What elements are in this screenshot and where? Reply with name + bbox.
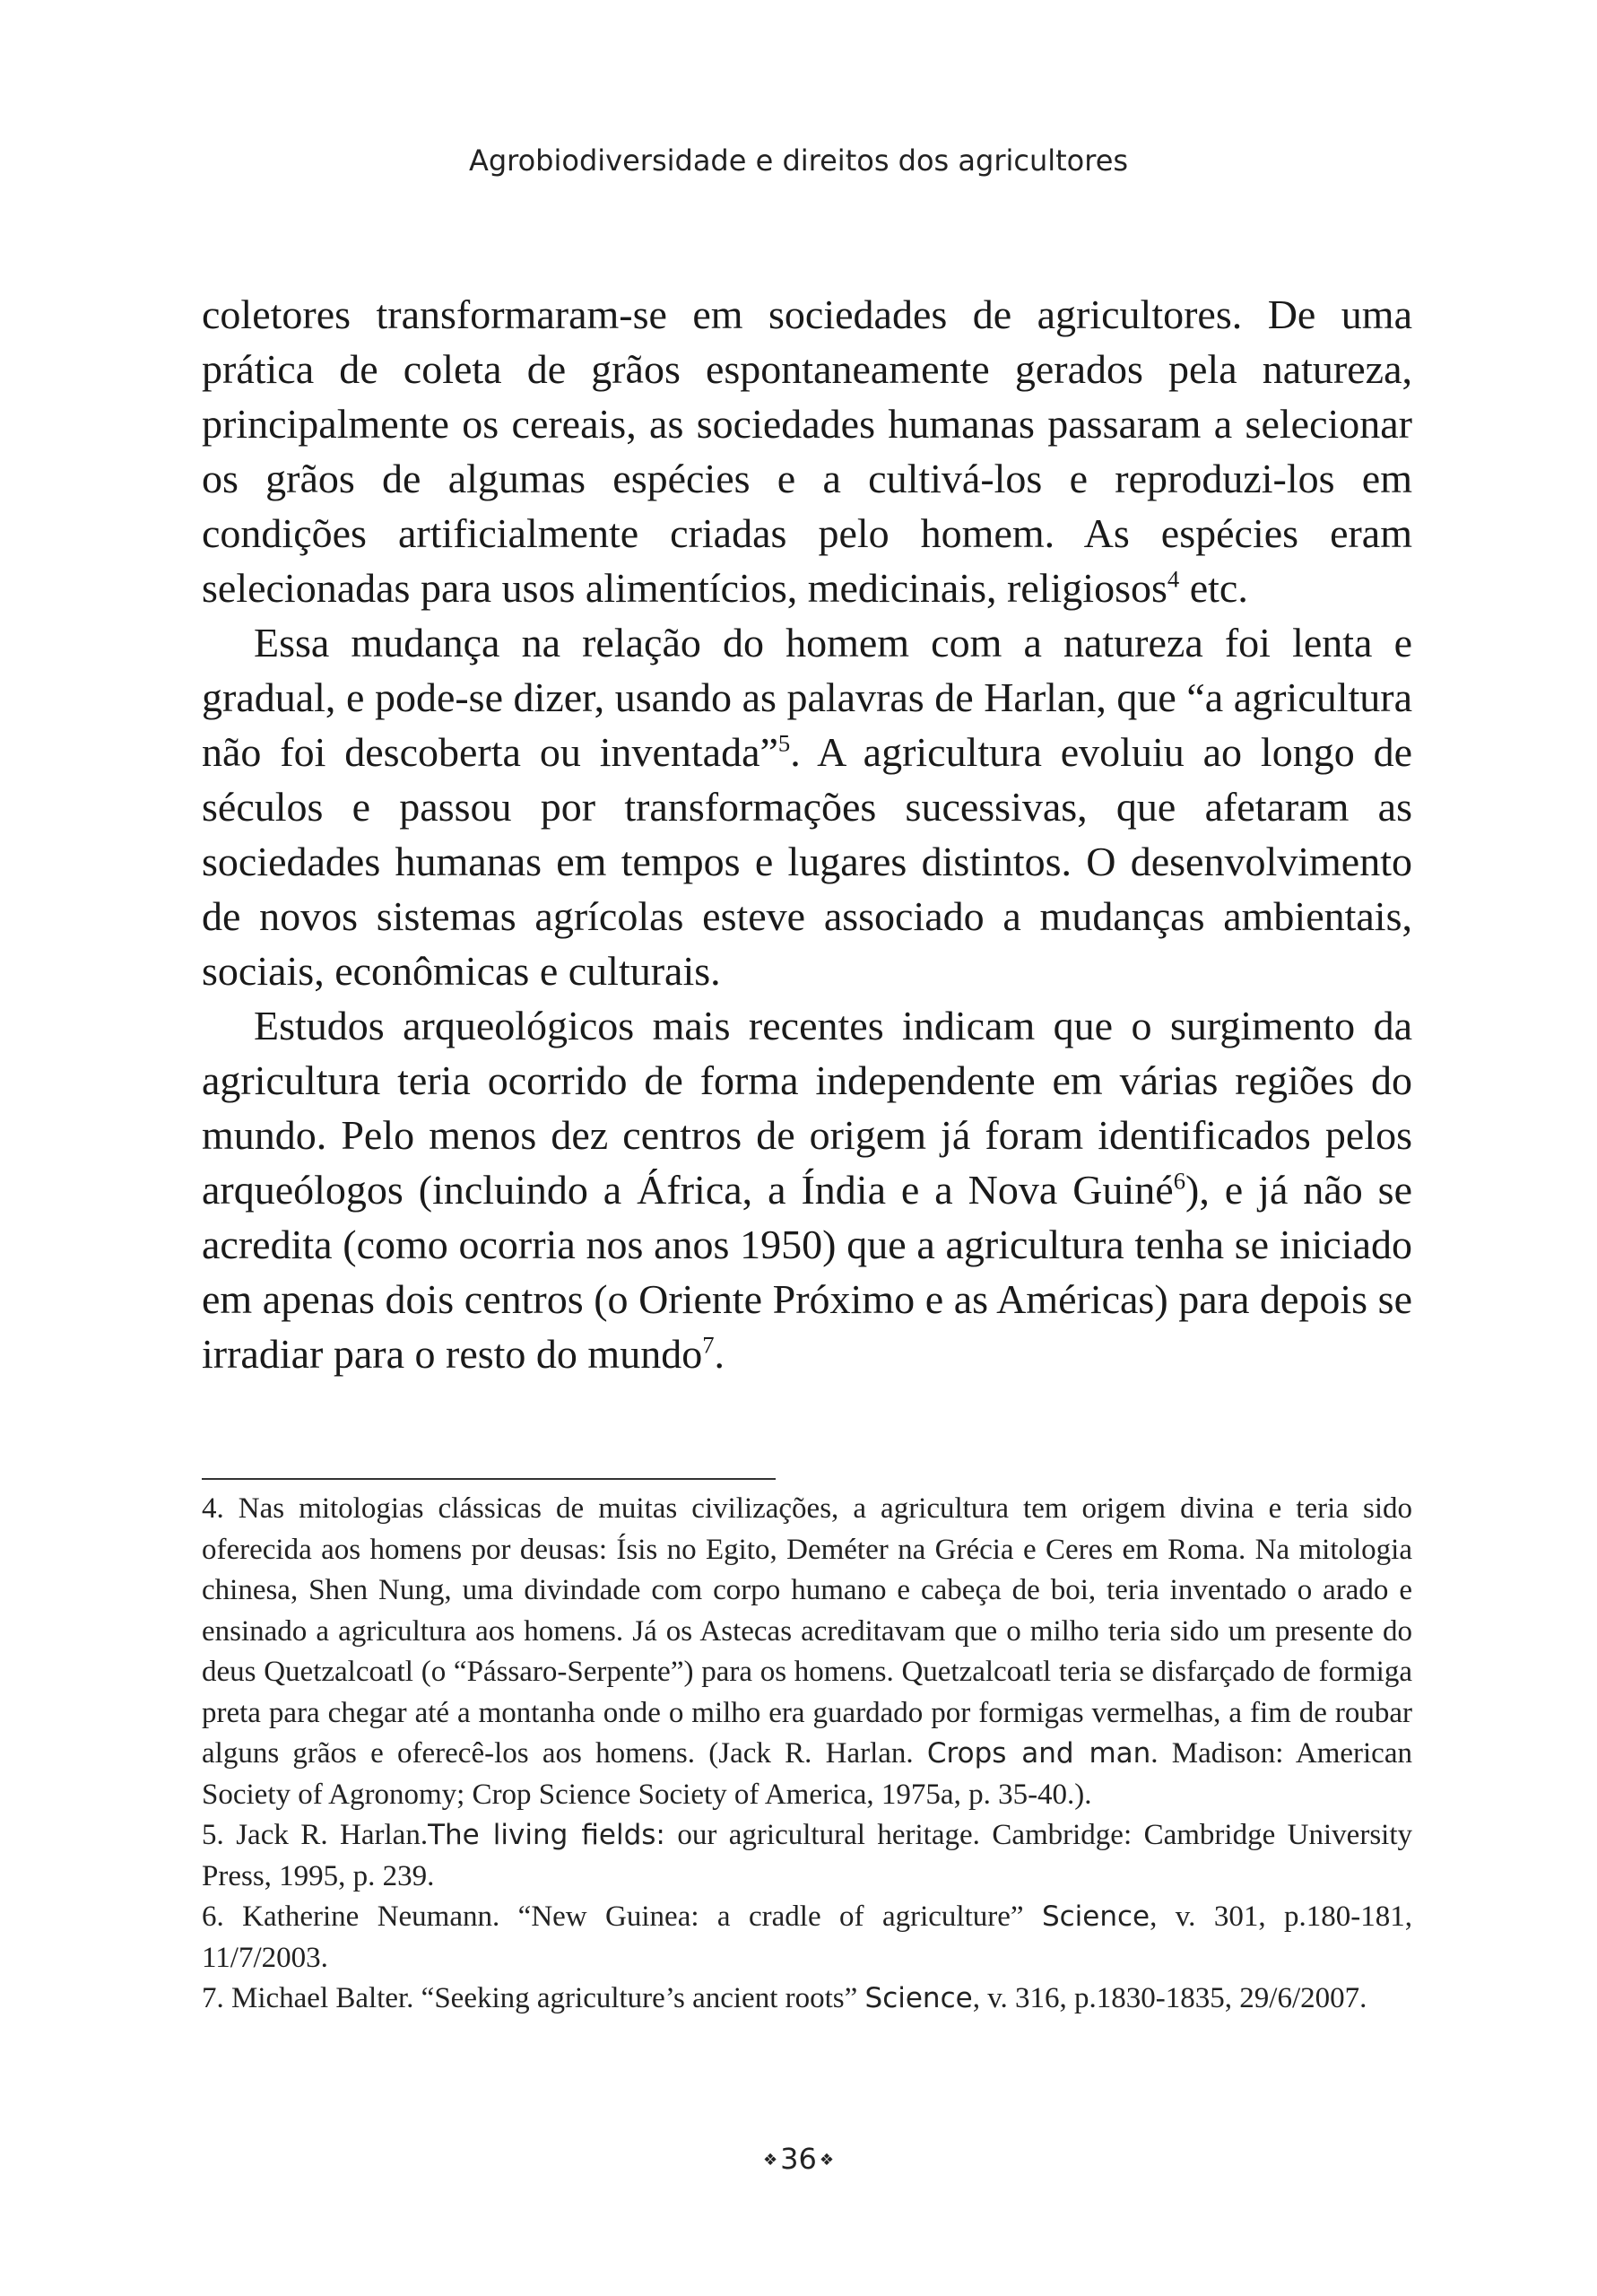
paragraph-2 [202, 615, 1412, 998]
footnote-7 [202, 1979, 1412, 2020]
footnote-title: The living fields: [428, 1819, 665, 1851]
ornament-icon: ❖ [819, 2151, 834, 2170]
footnote-text: , v. 316, p.1830-1835, 29/6/2007. [972, 1982, 1367, 2014]
footnote-title: Science [1041, 1900, 1150, 1933]
footnote-text: , v. 301, p.180-181, 11/7/2003. [202, 1900, 1412, 1974]
footnote-title: Crops and man [926, 1737, 1151, 1770]
paragraph-text: etc. [1179, 565, 1248, 611]
footnote-ref-6[interactable]: 6 [1173, 1167, 1186, 1195]
ornament-icon: ❖ [763, 2151, 778, 2170]
footnote-text: our agricultural heritage. Cambridge: Cambridge University Press, 1995, p. 239. [202, 1819, 1412, 1892]
footnote-5 [202, 1815, 1412, 1897]
page-number [0, 2142, 1597, 2176]
page-number-text: 36 [780, 2142, 817, 2176]
footnote-text: 6. Katherine Neumann. “New Guinea: a cradle of agriculture” [202, 1900, 1042, 1933]
footnote-text: 5. Jack R. Harlan. [202, 1819, 429, 1851]
footnote-4 [202, 1489, 1412, 1815]
paragraph-text: ), e já não se acredita (como ocorria nos anos 1950) que a agricultura tenha se iniciado em apenas dois centros (o Oriente Próximo e as Américas) para depois se irradiar para o resto do mundo [202, 1167, 1413, 1377]
footnote-ref-4[interactable]: 4 [1167, 565, 1180, 593]
footnote-title: Science [864, 1982, 973, 2014]
paragraph-text: . A agricultura evoluiu ao longo de séculos e passou por transformações sucessivas, que afetaram as sociedades humanas em tempos e lugares distintos. O desenvolvimento de novos sistemas agrícolas esteve associado a mudanças ambientais, sociais, econômicas e culturais. [202, 729, 1412, 994]
body-text [202, 287, 1412, 1381]
paragraph-3 [202, 998, 1412, 1381]
running-head: Agrobiodiversidade e direitos dos agricultores [468, 144, 1129, 178]
footnote-text: 4. Nas mitologias clássicas de muitas civilizações, a agricultura tem origem divina e teria sido oferecida aos homens por deusas: Ísis no Egito, Deméter na Grécia e Ceres em Roma. Na mitologia chinesa, Shen Nung, uma divindade com corpo humano e cabeça de boi, teria inventado o arado e ensinado a agricultura aos homens. Já os Astecas acreditavam que o milho teria sido um presente do deus Quetzalcoatl (o “Pássaro-Serpente”) para os homens. Quetzalcoatl teria se disfarçado de formiga preta para chegar até a montanha onde o milho era guardado por formigas vermelhas, a fim de roubar alguns grãos e oferecê-los aos homens. (Jack R. Harlan. [202, 1492, 1412, 1770]
paragraph-text: . [714, 1331, 725, 1377]
footnote-text: . Madison: American Society of Agronomy; Crop Science Society of America, 1975a, p. 35-40.). [202, 1737, 1412, 1811]
paragraph-text: coletores transformaram-se em sociedades de agricultores. De uma prática de coleta de grãos espontaneamente gerados pela natureza, principalmente os cereais, as sociedades humanas passaram a selecionar os grãos de algumas espécies e a cultivá-los e reproduzi-los em condições artificialmente criadas pelo homem. As espécies eram selecionadas para usos alimentícios, medicinais, religiosos [202, 291, 1412, 611]
footnote-6 [202, 1897, 1412, 1979]
paragraph-text: Estudos arqueológicos mais recentes indicam que o surgimento da agricultura teria ocorrido de forma independente em várias regiões do mundo. Pelo menos dez centros de origem já foram identificados pelos arqueólogos (incluindo a África, a Índia e a Nova Guiné [202, 1003, 1412, 1213]
footnote-text: 7. Michael Balter. “Seeking agriculture’s ancient roots” [202, 1982, 865, 2014]
footnote-ref-5[interactable]: 5 [777, 729, 791, 757]
paragraph-1 [202, 287, 1412, 615]
footnotes [202, 1489, 1412, 2020]
footnote-ref-7[interactable]: 7 [702, 1331, 715, 1359]
footnote-divider [202, 1478, 776, 1480]
paragraph-text: Essa mudança na relação do homem com a natureza foi lenta e gradual, e pode-se dizer, usando as palavras de Harlan, que “a agricultura não foi descoberta ou inventada” [202, 620, 1412, 775]
